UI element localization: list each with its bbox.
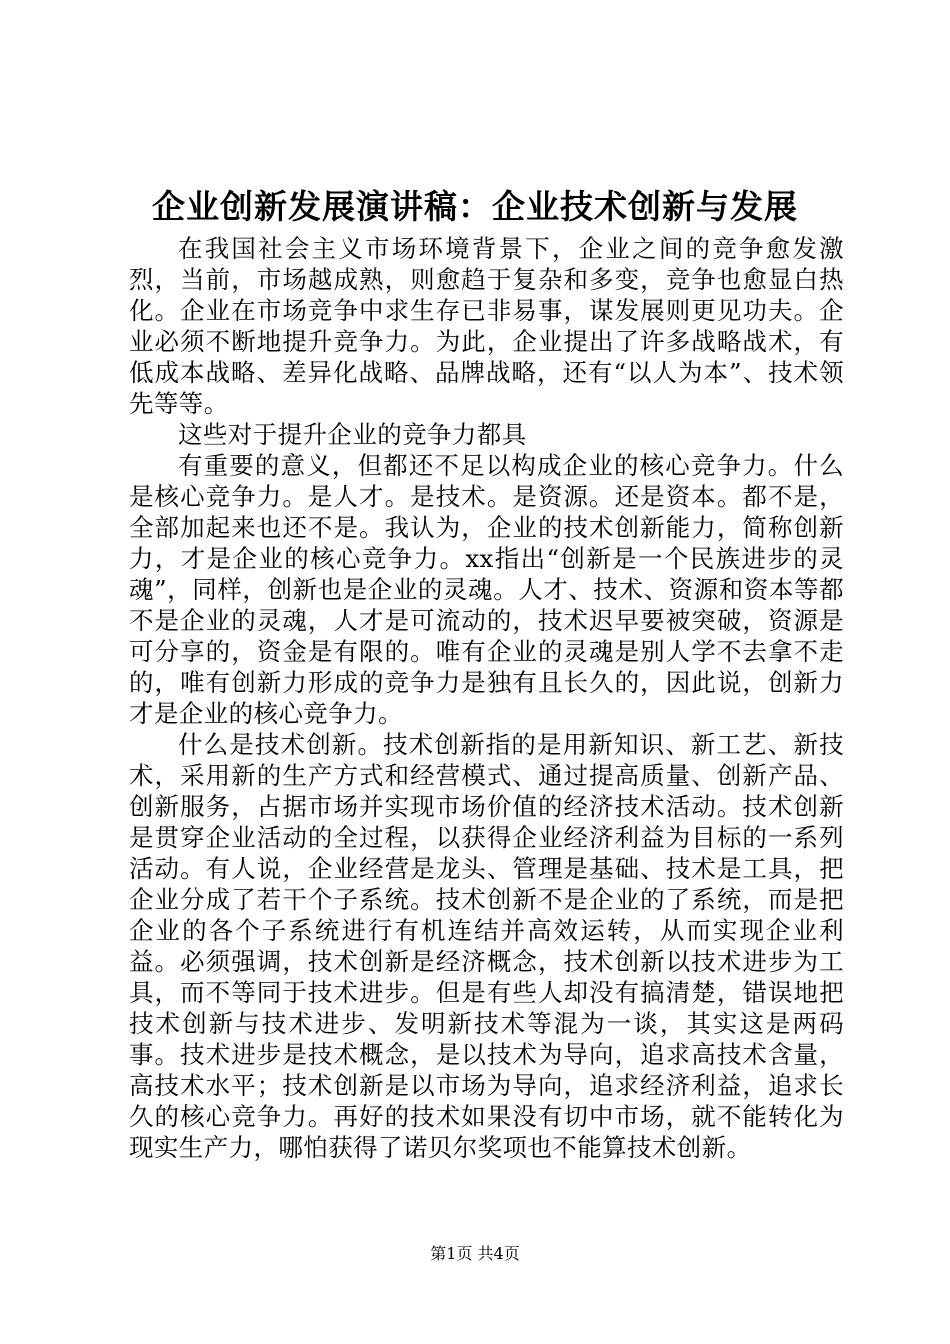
paragraph-4: 什么是技术创新。技术创新指的是用新知识、新工艺、新技术，采用新的生产方式和经营模式、通过提高质量、创新产品、创新服务，占据市场并实现市场价值的经济技术活动。技术创新是贯穿企业活动的全过程，以获得企业经济利益为目标的一系列活动。有人说，企业经营是龙头、管理是基础、技术是工具，把企业分成了若干个子系统。技术创新不是企业的了系统，而是把企业的各个子系统进行有机连结并高效运转，从而实现企业利益。必须强调，技术创新是经济概念，技术创新以技术进步为工具，而不等同于技术进步。但是有些人却没有搞清楚，错误地把技术创新与技术进步、发明新技术等混为一谈，其实这是两码事。技术进步是技术概念，是以技术为导向，追求高技术含量，高技术水平；技术创新是以市场为导向，追求经济利益，追求长久的核心竞争力。再好的技术如果没有切中市场，就不能转化为现实生产力，哪怕获得了诺贝尔奖项也不能算技术创新。 xyxy=(129,730,844,1162)
paragraph-2: 这些对于提升企业的竞争力都具 xyxy=(178,420,527,449)
document-body xyxy=(129,233,844,1163)
document-title: 企业创新发展演讲稿：企业技术创新与发展 xyxy=(152,187,798,226)
paragraph-1: 在我国社会主义市场环境背景下，企业之间的竞争愈发激烈，当前，市场越成熟，则愈趋于复杂和多变，竞争也愈显白热化。企业在市场竞争中求生存已非易事，谋发展则更见功夫。企业必须不断地提升竞争力。为此，企业提出了许多战略战术，有低成本战略、差异化战略、品牌战略，还有“以人为本”、技术领先等等。 xyxy=(129,234,844,418)
page-number-footer: 第1页 共4页 xyxy=(430,1244,520,1263)
paragraph-3: 有重要的意义，但都还不足以构成企业的核心竞争力。什么是核心竞争力。是人才。是技术。是资源。还是资本。都不是，全部加起来也还不是。我认为，企业的技术创新能力，简称创新力，才是企业的核心竞争力。xx指出“创新是一个民族进步的灵魂”，同样，创新也是企业的灵魂。人才、技术、资源和资本等都不是企业的灵魂，人才是可流动的，技术迟早要被突破，资源是可分享的，资金是有限的。唯有企业的灵魂是别人学不去拿不走的，唯有创新力形成的竞争力是独有且长久的，因此说，创新力才是企业的核心竞争力。 xyxy=(129,451,844,728)
